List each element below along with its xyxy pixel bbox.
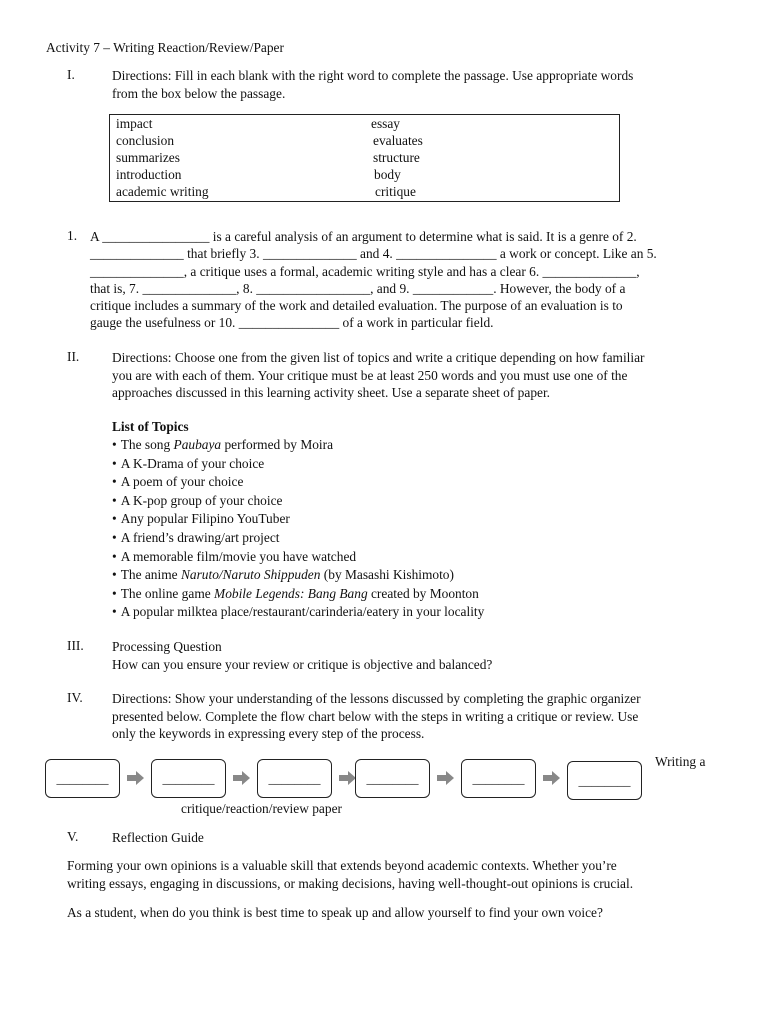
item-number: 1. (67, 228, 78, 243)
topic-item: • A memorable film/movie you have watched (112, 548, 484, 567)
page-title: Activity 7 – Writing Reaction/Review/Paper (46, 40, 284, 55)
section-2-directions-line: Directions: Choose one from the given list of topics and write a critique depending on how familiar (112, 350, 645, 365)
flow-step-blank: ________ (366, 770, 419, 786)
section-3-numeral: III. (67, 638, 84, 653)
topic-item: • A K-Drama of your choice (112, 455, 484, 474)
word-box-item: impact (116, 116, 153, 131)
passage-line: A ________________ is a careful analysis of an argument to determine what is said. It is a genre of 2. (90, 229, 637, 244)
arrow-right-icon (233, 770, 251, 786)
passage-line: critique includes a summary of the work and detailed evaluation. The purpose of an evaluation is to (90, 298, 623, 313)
word-box-item: conclusion (116, 133, 175, 148)
flow-step-box-2[interactable] (151, 759, 226, 798)
arrow-right-icon (127, 770, 145, 786)
flow-step-box-3[interactable] (257, 759, 332, 798)
topic-item: • The online game Mobile Legends: Bang Bang created by Moonton (112, 585, 484, 604)
section-2-numeral: II. (67, 349, 80, 364)
flow-step-box-1[interactable] (45, 759, 120, 798)
flow-step-box-5[interactable] (461, 759, 536, 798)
section-2-directions-line: approaches discussed in this learning activity sheet. Use a separate sheet of paper. (112, 385, 551, 400)
word-box (109, 114, 620, 202)
section-4-directions-line: presented below. Complete the flow chart below with the steps in writing a critique or review. Use (112, 709, 639, 724)
reflection-paragraph-line: Forming your own opinions is a valuable skill that extends beyond academic contexts. Whether you’re (67, 858, 617, 873)
arrow-right-icon (437, 770, 455, 786)
topic-item: • A popular milktea place/restaurant/carinderia/eatery in your locality (112, 603, 484, 622)
topic-item: • A K-pop group of your choice (112, 492, 484, 511)
word-box-item: body (374, 167, 401, 182)
list-of-topics-heading: List of Topics (112, 419, 189, 434)
word-box-item: introduction (116, 167, 182, 182)
section-2-directions-line: you are with each of them. Your critique must be at least 250 words and you must use one of the (112, 368, 628, 383)
section-1-directions-line-1: Directions: Fill in each blank with the right word to complete the passage. Use appropriate words (112, 68, 634, 83)
flow-step-box-4[interactable] (355, 759, 430, 798)
topic-item: • A friend’s drawing/art project (112, 529, 484, 548)
passage-line: ______________ that briefly 3. ______________ and 4. _______________ a work or concept. Like an 5. (90, 246, 657, 261)
passage-line: ______________, a critique uses a formal, academic writing style and has a clear 6. ______________, (90, 264, 640, 279)
flow-step-blank: ________ (162, 770, 215, 786)
topic-item: • The song Paubaya performed by Moira (112, 436, 484, 455)
word-box-item: summarizes (116, 150, 180, 165)
topic-item: • The anime Naruto/Naruto Shippuden (by Masashi Kishimoto) (112, 566, 484, 585)
word-box-item: academic writing (116, 184, 209, 199)
arrow-right-icon (543, 770, 561, 786)
word-box-item: structure (373, 150, 420, 165)
section-1-numeral: I. (67, 67, 75, 82)
topic-item: • Any popular Filipino YouTuber (112, 510, 484, 529)
section-4-directions-line: Directions: Show your understanding of the lessons discussed by completing the graphic organizer (112, 691, 641, 706)
section-4-directions-line: only the keywords in expressing every step of the process. (112, 726, 425, 741)
section-1-directions-line-2: from the box below the passage. (112, 86, 286, 101)
flow-step-blank: ________ (268, 770, 321, 786)
flow-step-blank: ________ (578, 772, 631, 788)
reflection-guide-heading: Reflection Guide (112, 830, 204, 845)
word-box-item: critique (375, 184, 416, 199)
flow-end-caption: critique/reaction/review paper (181, 801, 342, 816)
passage-line: that is, 7. ______________, 8. _________________, and 9. ____________. However, the body of a (90, 281, 626, 296)
flow-step-box-6[interactable] (567, 761, 642, 800)
processing-question-heading: Processing Question (112, 639, 222, 654)
reflection-paragraph-line: writing essays, engaging in discussions, or making decisions, having well-thought-out opinions is crucial. (67, 876, 634, 891)
flow-step-blank: ________ (56, 770, 109, 786)
flow-step-blank: ________ (472, 770, 525, 786)
word-box-item: evaluates (373, 133, 423, 148)
flow-end-label: Writing a (655, 754, 706, 769)
reflection-question: As a student, when do you think is best time to speak up and allow yourself to find your own voice? (67, 905, 603, 920)
word-box-item: essay (371, 116, 401, 131)
passage-line: gauge the usefulness or 10. _______________ of a work in particular field. (90, 315, 494, 330)
section-5-numeral: V. (67, 829, 79, 844)
topic-item: • A poem of your choice (112, 473, 484, 492)
section-4-numeral: IV. (67, 690, 83, 705)
topics-list (112, 436, 484, 622)
processing-question-text: How can you ensure your review or critique is objective and balanced? (112, 657, 493, 672)
